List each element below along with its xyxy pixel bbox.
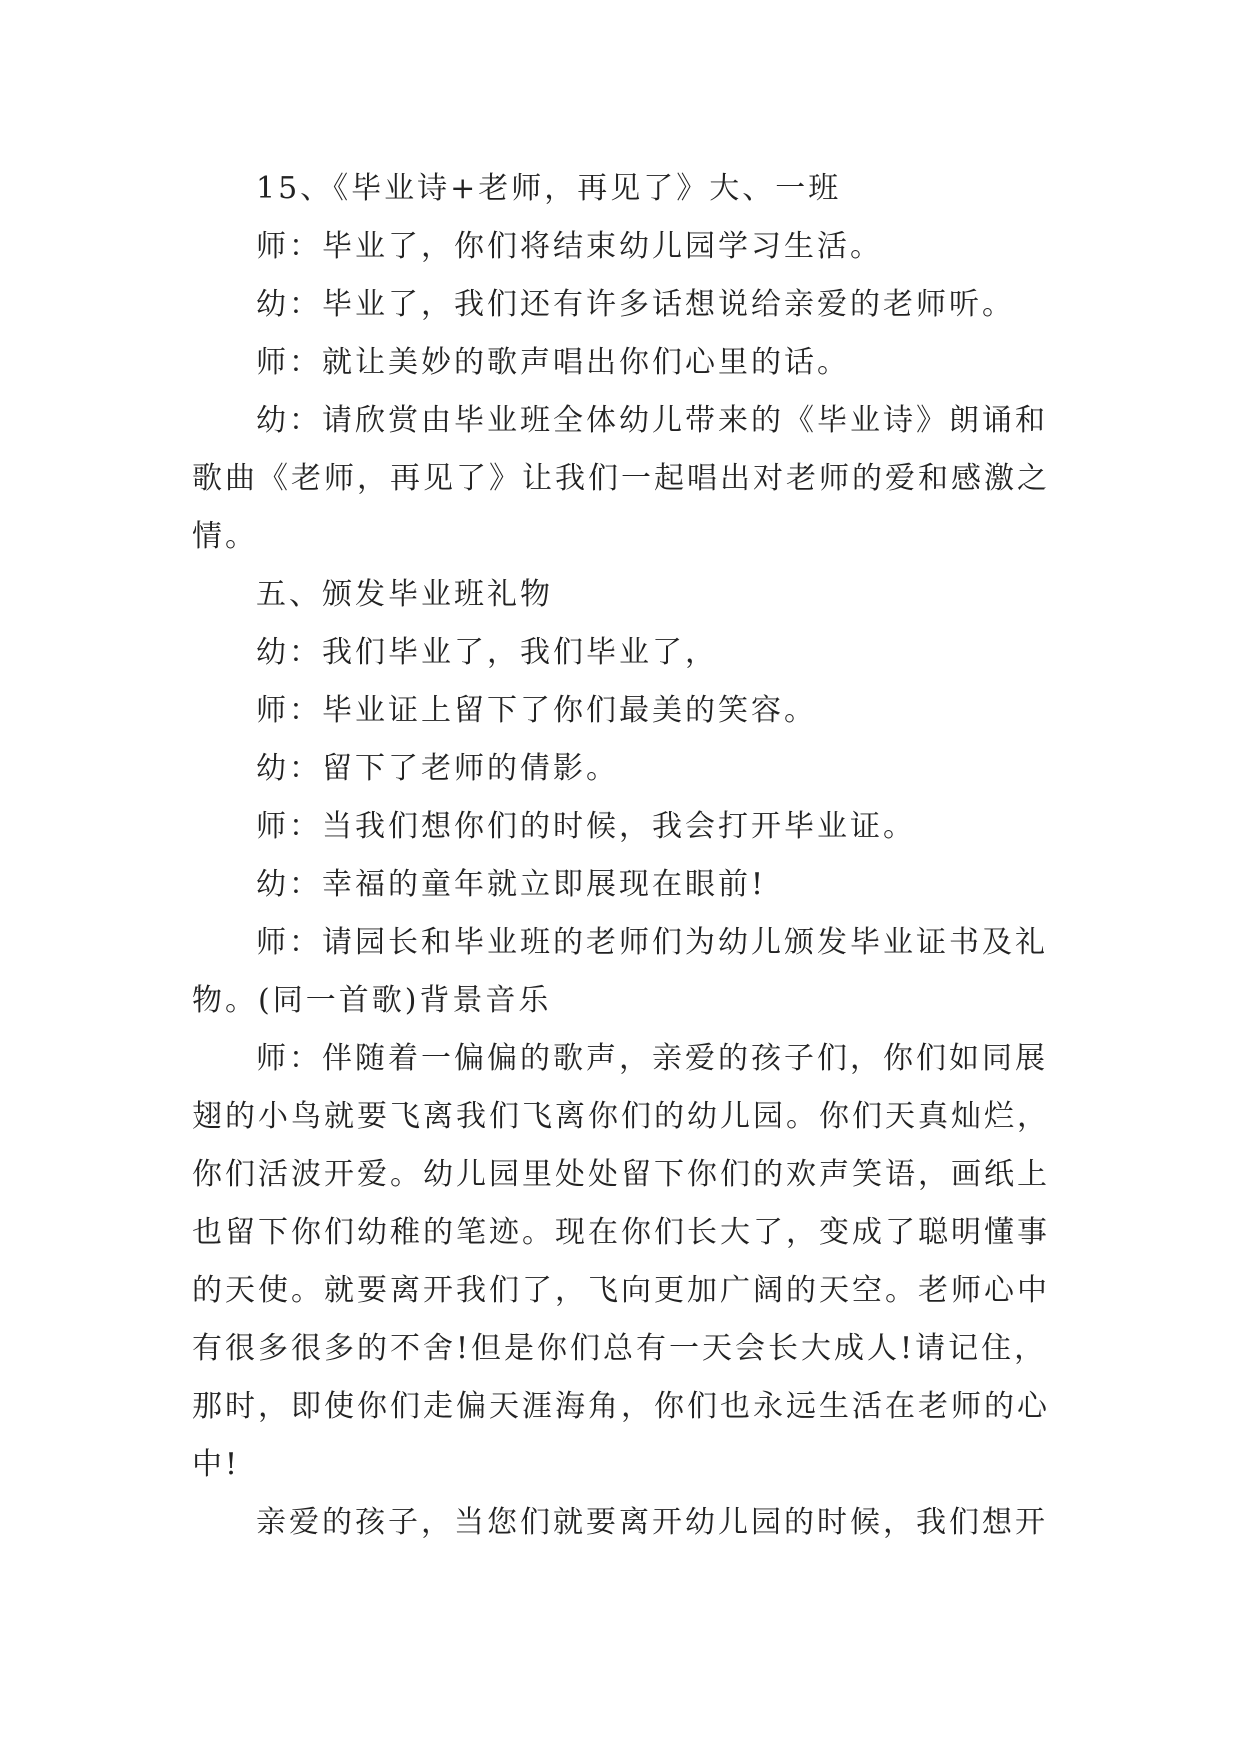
dialogue-line: 幼：留下了老师的倩影。 bbox=[256, 751, 619, 786]
dialogue-line: 师：毕业证上留下了你们最美的笑容。 bbox=[256, 693, 817, 728]
body-paragraph: 亲爱的孩子，当您们就要离开幼儿园的时候，我们想开 bbox=[256, 1505, 1048, 1540]
dialogue-line: 师：就让美妙的歌声唱出你们心里的话。 bbox=[256, 345, 850, 380]
section-heading: 五、颁发毕业班礼物 bbox=[256, 577, 553, 612]
program-item-title: 15、《毕业诗+老师，再见了》大、一班 bbox=[256, 171, 842, 206]
dialogue-line: 师：伴随着一偏偏的歌声，亲爱的孩子们，你们如同展翅的小鸟就要飞离我们飞离你们的幼儿园。你们天真灿烂，你们活波开爱。幼儿园里处处留下你们的欢声笑语，画纸上也留下你们幼稚的笔迹。现在你们长大了，变成了聪明懂事的天使。就要离开我们了，飞向更加广阔的天空。老师心中有很多很多的不舍!但是你们总有一天会长大成人!请记住，那时，即使你们走偏天涯海角，你们也永远生活在老师的心中! bbox=[192, 1041, 1050, 1482]
dialogue-line: 幼：请欣赏由毕业班全体幼儿带来的《毕业诗》朗诵和歌曲《老师，再见了》让我们一起唱出对老师的爱和感激之情。 bbox=[192, 403, 1050, 554]
document-body bbox=[192, 160, 1052, 1552]
dialogue-line: 师：毕业了，你们将结束幼儿园学习生活。 bbox=[256, 229, 883, 264]
dialogue-line: 师：请园长和毕业班的老师们为幼儿颁发毕业证书及礼物。(同一首歌)背景音乐 bbox=[192, 925, 1048, 1018]
dialogue-line: 幼：我们毕业了，我们毕业了， bbox=[256, 635, 718, 670]
dialogue-line: 幼：毕业了，我们还有许多话想说给亲爱的老师听。 bbox=[256, 287, 1015, 322]
dialogue-line: 幼：幸福的童年就立即展现在眼前! bbox=[256, 867, 767, 902]
dialogue-line: 师：当我们想你们的时候，我会打开毕业证。 bbox=[256, 809, 916, 844]
